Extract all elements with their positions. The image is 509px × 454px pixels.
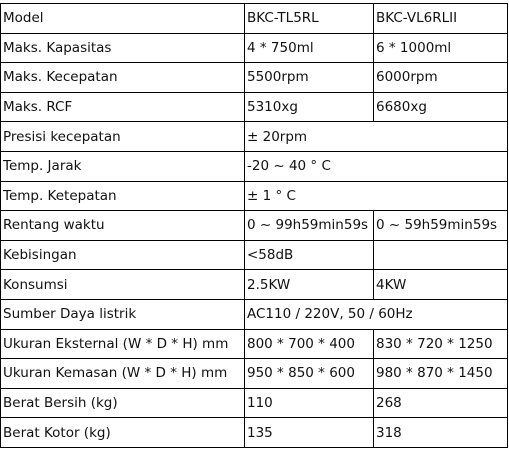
value-cell: 318 [374,418,508,448]
table-row [1,92,508,122]
value-cell: -20 ~ 40 ° C [245,151,508,181]
value-cell: BKC-VL6RLII [374,4,508,34]
value-cell: 5500rpm [245,63,374,93]
value-cell: 0 ~ 59h59min59s [374,211,508,241]
row-label: Ukuran Eksternal (W * D * H) mm [1,329,245,359]
value-cell: 980 * 870 * 1450 [374,359,508,389]
row-label: Berat Bersih (kg) [1,388,245,418]
value-cell: 268 [374,388,508,418]
value-cell: 6 * 1000ml [374,33,508,63]
table-row [1,211,508,241]
value-cell: 830 * 720 * 1250 [374,329,508,359]
value-cell: 2.5KW [245,270,374,300]
row-label: Ukuran Kemasan (W * D * H) mm [1,359,245,389]
spec-table [0,3,508,448]
value-cell: 4 * 750ml [245,33,374,63]
value-cell: 6680xg [374,92,508,122]
value-cell: 800 * 700 * 400 [245,329,374,359]
table-row [1,359,508,389]
table-row [1,388,508,418]
value-cell: AC110 / 220V, 50 / 60Hz [245,299,508,329]
table-row [1,181,508,211]
value-cell: 6000rpm [374,63,508,93]
row-label: Maks. RCF [1,92,245,122]
value-cell: 0 ~ 99h59min59s [245,211,374,241]
row-label: Presisi kecepatan [1,122,245,152]
table-row [1,240,508,270]
value-cell: 4KW [374,270,508,300]
value-cell: BKC-TL5RL [245,4,374,34]
row-label: Konsumsi [1,270,245,300]
value-cell: 135 [245,418,374,448]
row-label: Model [1,4,245,34]
row-label: Temp. Ketepatan [1,181,245,211]
row-label: Sumber Daya listrik [1,299,245,329]
spec-table-body [1,4,508,448]
row-label: Maks. Kapasitas [1,33,245,63]
row-label: Rentang waktu [1,211,245,241]
value-cell: 110 [245,388,374,418]
table-row [1,63,508,93]
table-row [1,299,508,329]
value-cell: 5310xg [245,92,374,122]
row-label: Berat Kotor (kg) [1,418,245,448]
table-row [1,418,508,448]
table-row [1,270,508,300]
table-row [1,329,508,359]
table-row [1,4,508,34]
table-row [1,151,508,181]
value-cell: ± 1 ° C [245,181,508,211]
value-cell: <58dB [245,240,374,270]
value-cell: ± 20rpm [245,122,508,152]
value-cell [374,240,508,270]
row-label: Maks. Kecepatan [1,63,245,93]
row-label: Temp. Jarak [1,151,245,181]
value-cell: 950 * 850 * 600 [245,359,374,389]
row-label: Kebisingan [1,240,245,270]
table-row [1,33,508,63]
table-row [1,122,508,152]
